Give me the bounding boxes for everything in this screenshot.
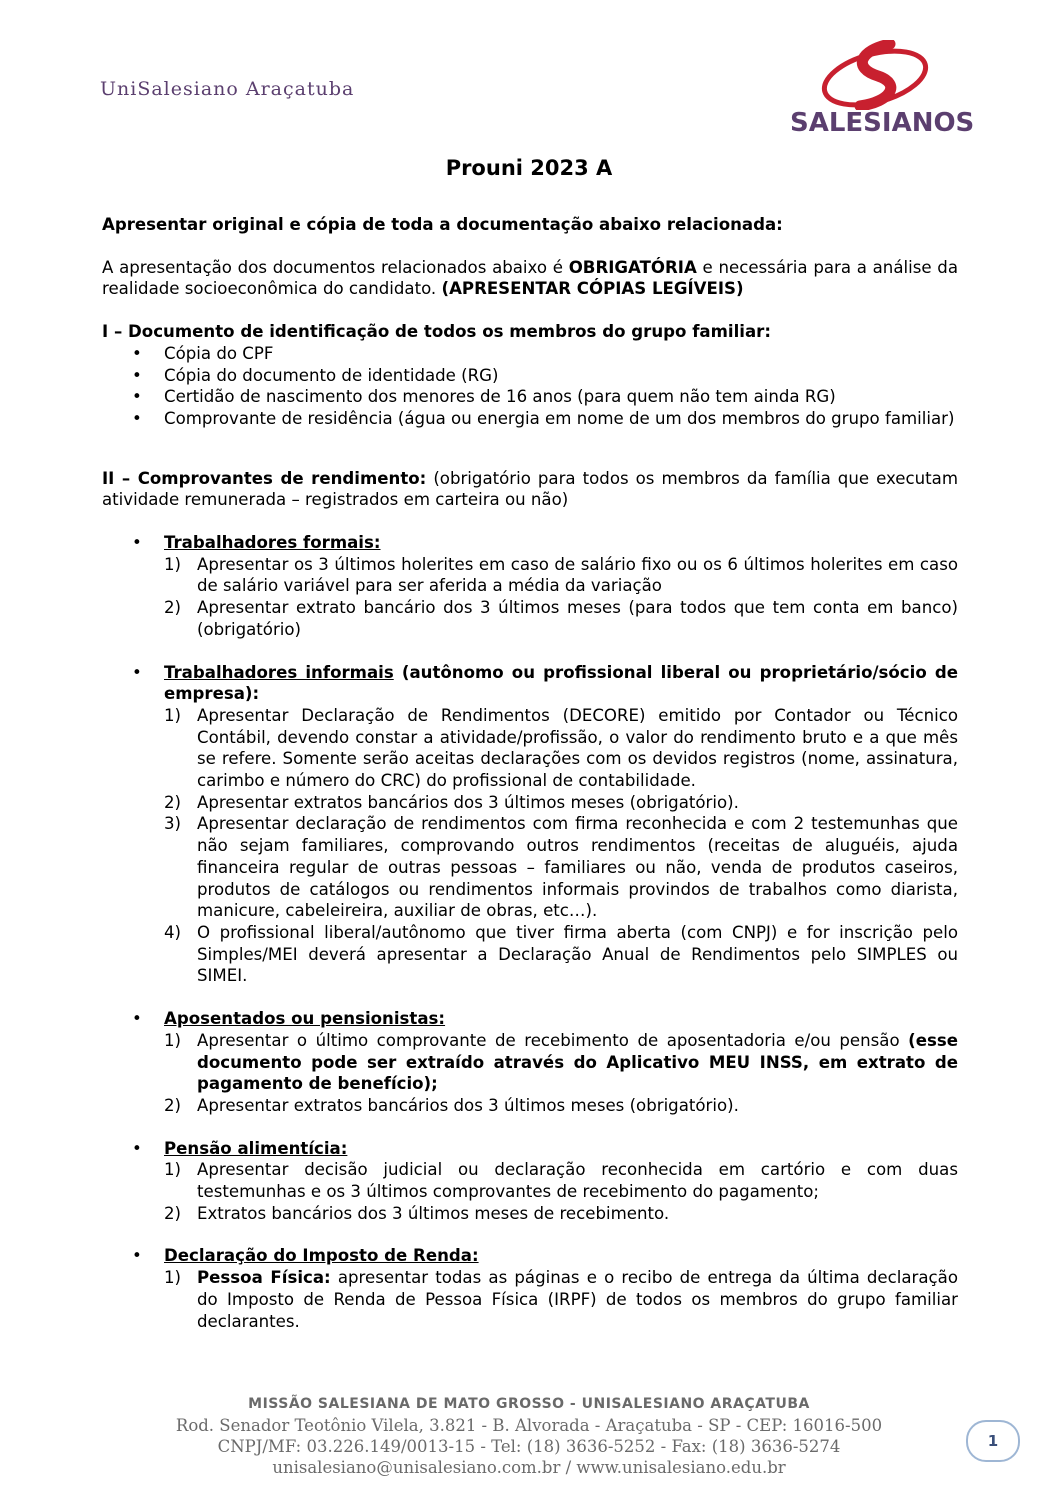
pensao-title: Pensão alimentícia:	[164, 1138, 348, 1158]
pensao-block	[102, 1138, 958, 1225]
informais-title: Trabalhadores informais (autônomo ou profissional liberal ou proprietário/sócio de empresa):	[164, 662, 958, 704]
section1-heading: I – Documento de identificação de todos os membros do grupo familiar:	[102, 322, 771, 342]
list-item: • Cópia do documento de identidade (RG)	[102, 365, 958, 387]
page-number: 1	[966, 1420, 1020, 1462]
formais-title: Trabalhadores formais:	[164, 533, 381, 553]
formais-block	[102, 532, 958, 641]
list-item: 2) Apresentar extratos bancários dos 3 últimos meses (obrigatório).	[164, 1095, 739, 1115]
footer-line: CNPJ/MF: 03.226.149/0013-15 - Tel: (18) 3636-5252 - Fax: (18) 3636-5274	[217, 1437, 841, 1456]
salesianos-logo	[790, 40, 975, 140]
list-item: 2) Apresentar extrato bancário dos 3 últimos meses (para todos que tem conta em banco) (obrigatório)	[164, 598, 958, 639]
ir-block	[102, 1245, 958, 1332]
footer-line: Rod. Senador Teotônio Vilela, 3.821 - B. Alvorada - Araçatuba - SP - CEP: 16016-500	[175, 1416, 883, 1435]
intro-paragraph: A apresentação dos documentos relacionados abaixo é OBRIGATÓRIA e necessária para a análise da realidade socioeconômica do candidato. (APRESENTAR CÓPIAS LEGÍVEIS)	[102, 257, 959, 299]
document-body	[102, 214, 958, 1332]
list-item: 3) Apresentar declaração de rendimentos com firma reconhecida e com 2 testemunhas que não sejam familiares, comprovando outros rendimentos (receitas de aluguéis, ajuda financeira regular de outras pessoas – familiares ou não, venda de produtos caseiros, produtos de catálogos ou rendimentos informais provindos de trabalhos como diarista, manicure, cabeleireira, auxiliar de obras, etc…).	[164, 814, 958, 921]
list-item: 1) Apresentar decisão judicial ou declaração reconhecida em cartório e com duas testemunhas e os 3 últimos comprovantes de recebimento do pagamento;	[164, 1160, 958, 1202]
aposentados-block	[102, 1008, 958, 1117]
page-title: Prouni 2023 A	[445, 156, 613, 180]
list-item: 1) Pessoa Física: apresentar todas as páginas e o recibo de entrega da última declaração do Imposto de Renda de Pessoa Física (IRPF) de todos os membros do grupo familiar declarantes.	[164, 1268, 958, 1331]
list-item: 1) Apresentar Declaração de Rendimentos (DECORE) emitido por Contador ou Técnico Contábil, devendo constar a atividade/profissão, o valor do rendimento bruto e a que mês se refere. Somente serão aceitas declarações com os devidos registros (nome, assinatura, carimbo e número do CRC) do profissional de contabilidade.	[164, 705, 958, 791]
intro-heading: Apresentar original e cópia de toda a documentação abaixo relacionada:	[102, 215, 783, 234]
list-item: 1) Apresentar os 3 últimos holerites em caso de salário fixo ou os 6 últimos holerites em caso de salário variável para ser aferida a média da variação	[164, 554, 958, 596]
list-item: 2) Apresentar extratos bancários dos 3 últimos meses (obrigatório).	[164, 792, 739, 812]
informais-block	[102, 662, 958, 988]
section2-list	[102, 532, 958, 1332]
salesianos-s-icon	[790, 40, 960, 110]
list-item: 2) Extratos bancários dos 3 últimos meses de recebimento.	[164, 1203, 670, 1223]
logo-wordmark: SALESIANOS	[790, 108, 975, 138]
footer-line: unisalesiano@unisalesiano.com.br / www.unisalesiano.edu.br	[272, 1458, 786, 1477]
section2-heading: II – Comprovantes de rendimento: (obrigatório para todos os membros da família que executam atividade remunerada – registrados em carteira ou não)	[102, 468, 958, 510]
list-item: • Cópia do CPF	[102, 343, 958, 365]
list-item: • Comprovante de residência (água ou energia em nome de um dos membros do grupo familiar)	[102, 408, 958, 430]
list-item: • Certidão de nascimento dos menores de 16 anos (para quem não tem ainda RG)	[102, 386, 958, 408]
ir-title: Declaração do Imposto de Renda:	[164, 1246, 479, 1266]
section1-list	[102, 343, 958, 430]
aposentados-title: Aposentados ou pensionistas:	[164, 1009, 446, 1029]
institution-name: UniSalesiano Araçatuba	[100, 78, 355, 100]
page-footer	[0, 1394, 1058, 1478]
list-item: 4) O profissional liberal/autônomo que tiver firma aberta (com CNPJ) e for inscrição pelo Simples/MEI deverá apresentar a Declaração Anual de Rendimentos pelo SIMPLES ou SIMEI.	[164, 922, 958, 986]
list-item: 1) Apresentar o último comprovante de recebimento de aposentadoria e/ou pensão (esse documento pode ser extraído através do Aplicativo MEU INSS, em extrato de pagamento de benefício);	[164, 1030, 958, 1094]
footer-line: MISSÃO SALESIANA DE MATO GROSSO - UNISALESIANO ARAÇATUBA	[248, 1396, 810, 1412]
